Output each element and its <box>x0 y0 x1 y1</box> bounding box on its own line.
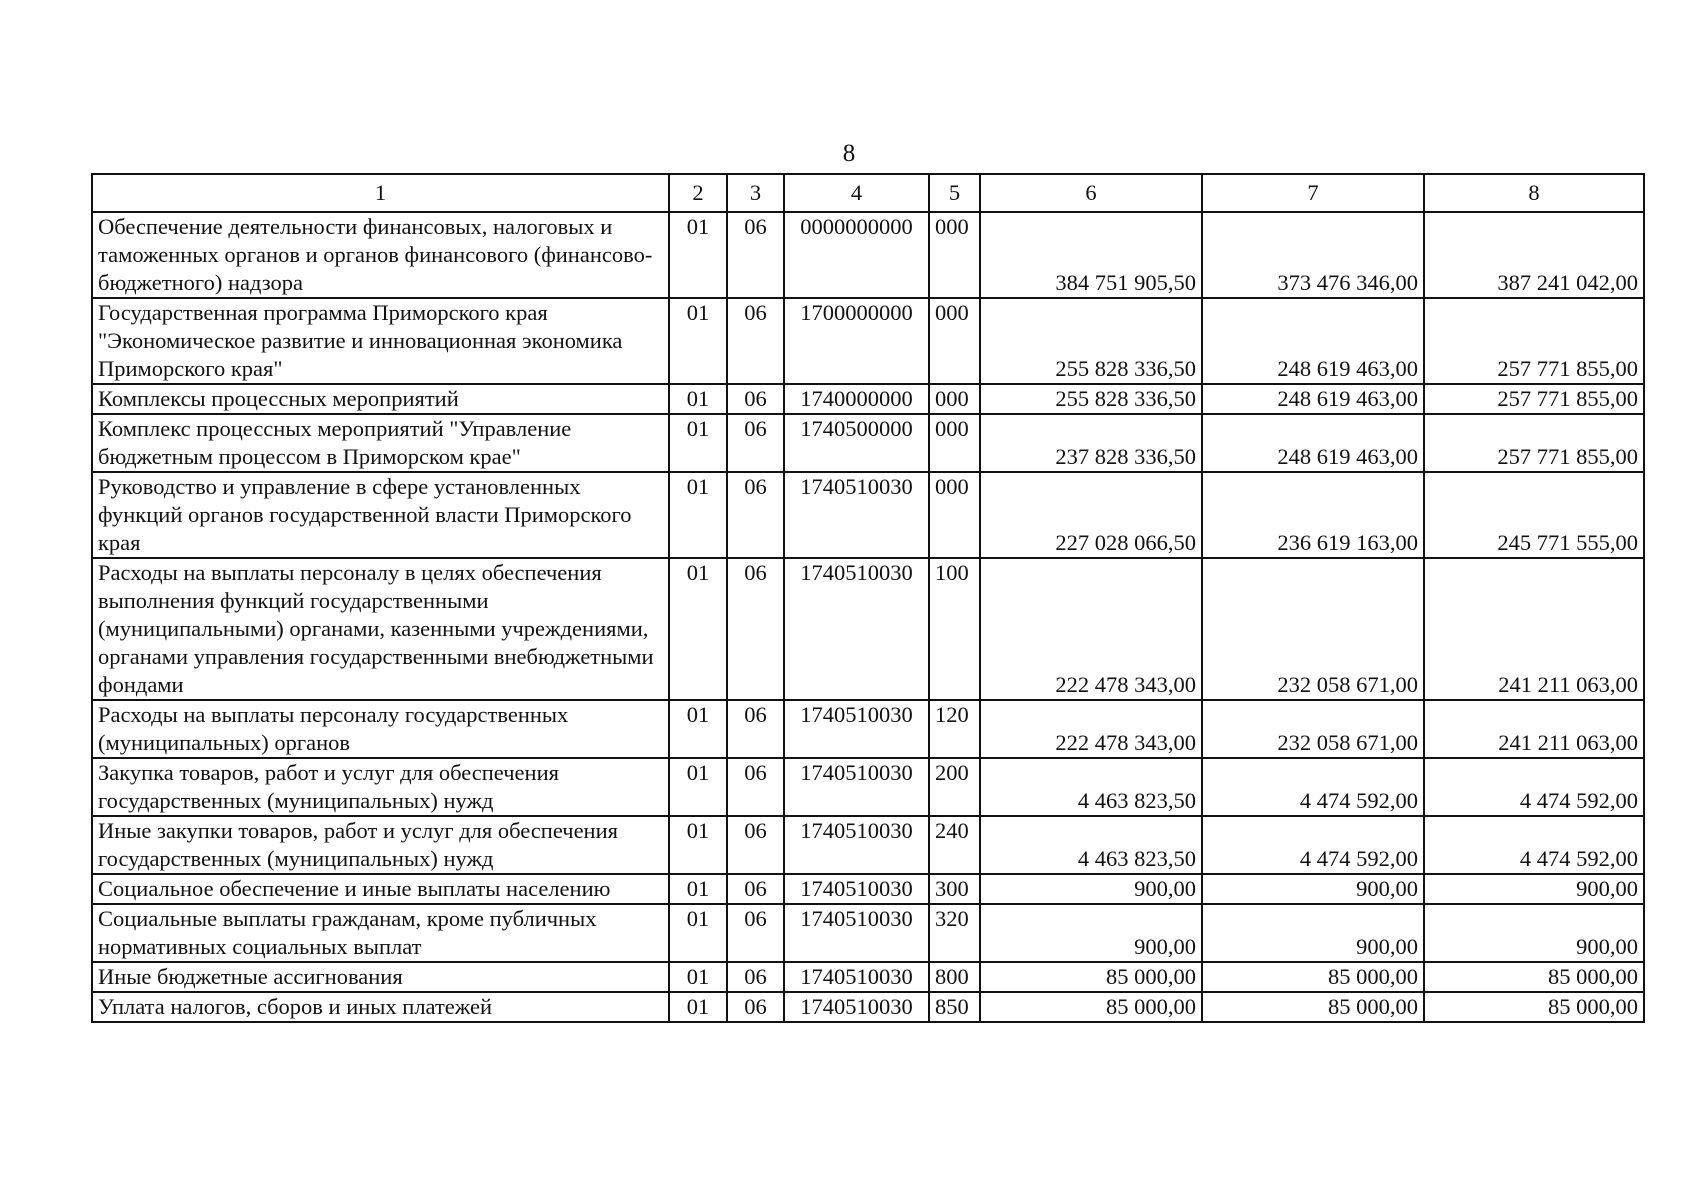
subsection-code-cell: 06 <box>727 758 784 816</box>
subsection-code-cell: 06 <box>727 212 784 298</box>
amount-col6-cell: 4 463 823,50 <box>980 816 1202 874</box>
amount-col6-cell: 222 478 343,00 <box>980 558 1202 700</box>
row-name-cell: Расходы на выплаты персоналу государственных (муниципальных) органов <box>92 700 669 758</box>
amount-col8-cell: 241 211 063,00 <box>1424 558 1644 700</box>
subsection-code-cell: 06 <box>727 472 784 558</box>
expense-type-cell: 120 <box>929 700 980 758</box>
table-row <box>92 558 1644 700</box>
amount-col7-cell: 248 619 463,00 <box>1202 384 1424 414</box>
header-cell: 5 <box>929 174 980 212</box>
amount-col8-cell: 245 771 555,00 <box>1424 472 1644 558</box>
amount-col8-cell: 85 000,00 <box>1424 992 1644 1022</box>
header-cell: 6 <box>980 174 1202 212</box>
subsection-code-cell: 06 <box>727 816 784 874</box>
target-article-cell: 1740510030 <box>784 558 929 700</box>
subsection-code-cell: 06 <box>727 874 784 904</box>
section-code-cell: 01 <box>669 874 727 904</box>
target-article-cell: 1740510030 <box>784 472 929 558</box>
row-name-cell: Расходы на выплаты персоналу в целях обеспечения выполнения функций государственными (муниципальными) органами, казенными учреждениями, органами управления государственными внебюджетными фондами <box>92 558 669 700</box>
target-article-cell: 1740510030 <box>784 904 929 962</box>
amount-col8-cell: 257 771 855,00 <box>1424 298 1644 384</box>
table-row <box>92 758 1644 816</box>
expense-type-cell: 100 <box>929 558 980 700</box>
table-row <box>92 874 1644 904</box>
target-article-cell: 1740000000 <box>784 384 929 414</box>
section-code-cell: 01 <box>669 298 727 384</box>
row-name-cell: Иные закупки товаров, работ и услуг для обеспечения государственных (муниципальных) нужд <box>92 816 669 874</box>
table-row <box>92 992 1644 1022</box>
table-row <box>92 298 1644 384</box>
amount-col6-cell: 227 028 066,50 <box>980 472 1202 558</box>
amount-col7-cell: 4 474 592,00 <box>1202 816 1424 874</box>
budget-table <box>91 173 1645 1023</box>
target-article-cell: 1700000000 <box>784 298 929 384</box>
amount-col7-cell: 900,00 <box>1202 904 1424 962</box>
amount-col7-cell: 4 474 592,00 <box>1202 758 1424 816</box>
section-code-cell: 01 <box>669 816 727 874</box>
section-code-cell: 01 <box>669 472 727 558</box>
section-code-cell: 01 <box>669 992 727 1022</box>
row-name-cell: Обеспечение деятельности финансовых, налоговых и таможенных органов и органов финансового (финансово-бюджетного) надзора <box>92 212 669 298</box>
header-cell: 4 <box>784 174 929 212</box>
amount-col8-cell: 4 474 592,00 <box>1424 758 1644 816</box>
amount-col6-cell: 85 000,00 <box>980 992 1202 1022</box>
table-row <box>92 414 1644 472</box>
amount-col7-cell: 236 619 163,00 <box>1202 472 1424 558</box>
row-name-cell: Руководство и управление в сфере установленных функций органов государственной власти Приморского края <box>92 472 669 558</box>
amount-col8-cell: 387 241 042,00 <box>1424 212 1644 298</box>
page-number: 8 <box>842 140 856 167</box>
amount-col8-cell: 4 474 592,00 <box>1424 816 1644 874</box>
target-article-cell: 1740510030 <box>784 962 929 992</box>
table-row <box>92 962 1644 992</box>
section-code-cell: 01 <box>669 904 727 962</box>
amount-col6-cell: 222 478 343,00 <box>980 700 1202 758</box>
amount-col7-cell: 232 058 671,00 <box>1202 700 1424 758</box>
amount-col6-cell: 900,00 <box>980 874 1202 904</box>
amount-col6-cell: 255 828 336,50 <box>980 384 1202 414</box>
header-cell: 3 <box>727 174 784 212</box>
amount-col8-cell: 900,00 <box>1424 904 1644 962</box>
row-name-cell: Иные бюджетные ассигнования <box>92 962 669 992</box>
subsection-code-cell: 06 <box>727 298 784 384</box>
table-row <box>92 384 1644 414</box>
amount-col6-cell: 237 828 336,50 <box>980 414 1202 472</box>
expense-type-cell: 200 <box>929 758 980 816</box>
subsection-code-cell: 06 <box>727 962 784 992</box>
amount-col8-cell: 85 000,00 <box>1424 962 1644 992</box>
expense-type-cell: 000 <box>929 472 980 558</box>
amount-col7-cell: 232 058 671,00 <box>1202 558 1424 700</box>
target-article-cell: 1740510030 <box>784 816 929 874</box>
expense-type-cell: 320 <box>929 904 980 962</box>
amount-col7-cell: 373 476 346,00 <box>1202 212 1424 298</box>
section-code-cell: 01 <box>669 212 727 298</box>
subsection-code-cell: 06 <box>727 700 784 758</box>
section-code-cell: 01 <box>669 962 727 992</box>
amount-col7-cell: 900,00 <box>1202 874 1424 904</box>
expense-type-cell: 000 <box>929 414 980 472</box>
subsection-code-cell: 06 <box>727 384 784 414</box>
amount-col8-cell: 900,00 <box>1424 874 1644 904</box>
expense-type-cell: 000 <box>929 298 980 384</box>
amount-col7-cell: 85 000,00 <box>1202 962 1424 992</box>
target-article-cell: 1740510030 <box>784 992 929 1022</box>
table-row <box>92 816 1644 874</box>
subsection-code-cell: 06 <box>727 558 784 700</box>
section-code-cell: 01 <box>669 384 727 414</box>
row-name-cell: Комплекс процессных мероприятий "Управление бюджетным процессом в Приморском крае" <box>92 414 669 472</box>
header-cell: 7 <box>1202 174 1424 212</box>
subsection-code-cell: 06 <box>727 992 784 1022</box>
table-row <box>92 700 1644 758</box>
header-cell: 8 <box>1424 174 1644 212</box>
row-name-cell: Социальное обеспечение и иные выплаты населению <box>92 874 669 904</box>
row-name-cell: Государственная программа Приморского края "Экономическое развитие и инновационная экономика Приморского края" <box>92 298 669 384</box>
row-name-cell: Социальные выплаты гражданам, кроме публичных нормативных социальных выплат <box>92 904 669 962</box>
amount-col6-cell: 384 751 905,50 <box>980 212 1202 298</box>
subsection-code-cell: 06 <box>727 414 784 472</box>
section-code-cell: 01 <box>669 558 727 700</box>
row-name-cell: Уплата налогов, сборов и иных платежей <box>92 992 669 1022</box>
amount-col6-cell: 4 463 823,50 <box>980 758 1202 816</box>
amount-col7-cell: 248 619 463,00 <box>1202 414 1424 472</box>
table-row <box>92 472 1644 558</box>
amount-col8-cell: 257 771 855,00 <box>1424 414 1644 472</box>
row-name-cell: Комплексы процессных мероприятий <box>92 384 669 414</box>
header-cell: 2 <box>669 174 727 212</box>
header-cell: 1 <box>92 174 669 212</box>
target-article-cell: 1740500000 <box>784 414 929 472</box>
expense-type-cell: 850 <box>929 992 980 1022</box>
table-row <box>92 904 1644 962</box>
amount-col7-cell: 248 619 463,00 <box>1202 298 1424 384</box>
target-article-cell: 1740510030 <box>784 700 929 758</box>
section-code-cell: 01 <box>669 758 727 816</box>
table-header-row <box>92 174 1644 212</box>
expense-type-cell: 800 <box>929 962 980 992</box>
expense-type-cell: 000 <box>929 212 980 298</box>
row-name-cell: Закупка товаров, работ и услуг для обеспечения государственных (муниципальных) нужд <box>92 758 669 816</box>
target-article-cell: 1740510030 <box>784 758 929 816</box>
expense-type-cell: 300 <box>929 874 980 904</box>
amount-col6-cell: 85 000,00 <box>980 962 1202 992</box>
expense-type-cell: 000 <box>929 384 980 414</box>
amount-col8-cell: 241 211 063,00 <box>1424 700 1644 758</box>
target-article-cell: 1740510030 <box>784 874 929 904</box>
subsection-code-cell: 06 <box>727 904 784 962</box>
section-code-cell: 01 <box>669 700 727 758</box>
target-article-cell: 0000000000 <box>784 212 929 298</box>
amount-col6-cell: 255 828 336,50 <box>980 298 1202 384</box>
amount-col6-cell: 900,00 <box>980 904 1202 962</box>
section-code-cell: 01 <box>669 414 727 472</box>
amount-col7-cell: 85 000,00 <box>1202 992 1424 1022</box>
expense-type-cell: 240 <box>929 816 980 874</box>
amount-col8-cell: 257 771 855,00 <box>1424 384 1644 414</box>
table-row <box>92 212 1644 298</box>
